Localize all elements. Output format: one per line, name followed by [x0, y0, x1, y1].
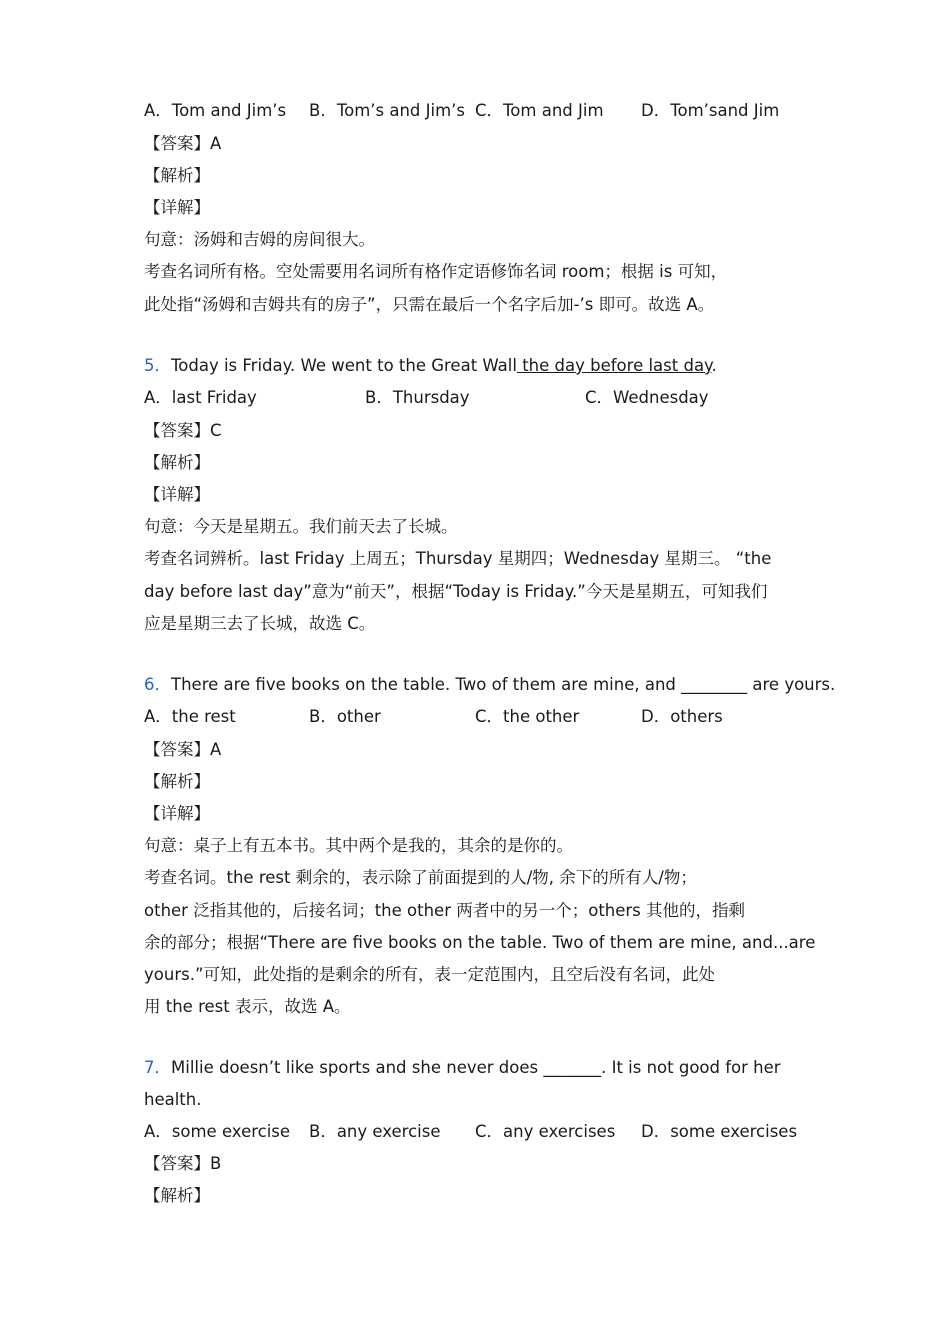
- q5-option-b: B．Thursday: [365, 388, 470, 407]
- q7-stem-line-2: health.: [144, 1090, 202, 1109]
- q6-answer: 【答案】A: [144, 740, 222, 759]
- q4-option-c: C．Tom and Jim: [475, 101, 604, 120]
- q4-explain-line-2: 此处指“汤姆和吉姆共有的房子”，只需在最后一个名字后加-’s 即可。故选 A。: [144, 295, 715, 314]
- q6-stem: [144, 674, 835, 696]
- q6-analysis-label: 【解析】: [144, 772, 210, 791]
- q7-stem-line-1: Millie doesn’t like sports and she never does _______. It is not good for her: [171, 1058, 781, 1077]
- q7-stem: [144, 1057, 781, 1079]
- q5-stem-text: Today is Friday. We went to the Great Wall: [171, 356, 517, 375]
- q7-option-b: B．any exercise: [309, 1122, 441, 1141]
- q5-option-a: A．last Friday: [144, 388, 257, 407]
- q6-explain-line-3: 余的部分；根据“There are five books on the table. Two of them are mine, and...are: [144, 933, 816, 952]
- q6-detail-label: 【详解】: [144, 804, 210, 823]
- q5-explain-line-3: 应是星期三去了长城，故选 C。: [144, 614, 376, 633]
- q6-explain-line-4: yours.”可知，此处指的是剩余的所有，表一定范围内，且空后没有名词，此处: [144, 965, 715, 984]
- q7-option-d: D．some exercises: [641, 1122, 798, 1141]
- q5-analysis-label: 【解析】: [144, 453, 210, 472]
- q4-meaning: 句意：汤姆和吉姆的房间很大。: [144, 230, 375, 249]
- q6-option-c: C．the other: [475, 707, 580, 726]
- q7-answer: 【答案】B: [144, 1154, 222, 1173]
- q6-option-b: B．other: [309, 707, 381, 726]
- q5-explain-line-1: 考查名词辨析。last Friday 上周五；Thursday 星期四；Wednesday 星期三。 “the: [144, 549, 772, 568]
- q6-option-d: D．others: [641, 707, 723, 726]
- q7-option-a: A．some exercise: [144, 1122, 291, 1141]
- q4-option-b: B．Tom’s and Jim’s: [309, 101, 466, 120]
- q5-stem-end: .: [711, 356, 717, 375]
- q5-option-c: C．Wednesday: [585, 388, 709, 407]
- q4-option-a: A．Tom and Jim’s: [144, 101, 287, 120]
- q5-stem: [144, 355, 717, 377]
- q7-option-c: C．any exercises: [475, 1122, 616, 1141]
- q5-answer: 【答案】C: [144, 421, 222, 440]
- q4-detail-label: 【详解】: [144, 198, 210, 217]
- q6-explain-line-1: 考查名词。the rest 剩余的，表示除了前面提到的人/物, 余下的所有人/物；: [144, 868, 697, 887]
- q4-analysis-label: 【解析】: [144, 166, 210, 185]
- q4-option-d: D．Tom’sand Jim: [641, 101, 780, 120]
- q5-detail-label: 【详解】: [144, 485, 210, 504]
- q7-analysis-label: 【解析】: [144, 1186, 210, 1205]
- q4-answer: 【答案】A: [144, 134, 222, 153]
- q6-number: 6．: [144, 675, 171, 694]
- q6-explain-line-5: 用 the rest 表示，故选 A。: [144, 997, 351, 1016]
- q5-underlined-phrase: the day before last day: [516, 356, 712, 375]
- q5-explain-line-2: day before last day”意为“前天”，根据“Today is Friday.”今天是星期五，可知我们: [144, 582, 768, 601]
- q5-meaning: 句意：今天是星期五。我们前天去了长城。: [144, 517, 458, 536]
- q6-option-a: A．the rest: [144, 707, 236, 726]
- q4-explain-line-1: 考查名词所有格。空处需要用名词所有格作定语修饰名词 room；根据 is 可知，: [144, 262, 728, 281]
- q7-number: 7．: [144, 1058, 171, 1077]
- q6-explain-line-2: other 泛指其他的，后接名词；the other 两者中的另一个；others 其他的，指剩: [144, 901, 746, 920]
- q5-number: 5．: [144, 356, 171, 375]
- q6-stem-text: There are five books on the table. Two of them are mine, and ________ are yours.: [171, 675, 836, 694]
- q6-meaning: 句意：桌子上有五本书。其中两个是我的，其余的是你的。: [144, 836, 573, 855]
